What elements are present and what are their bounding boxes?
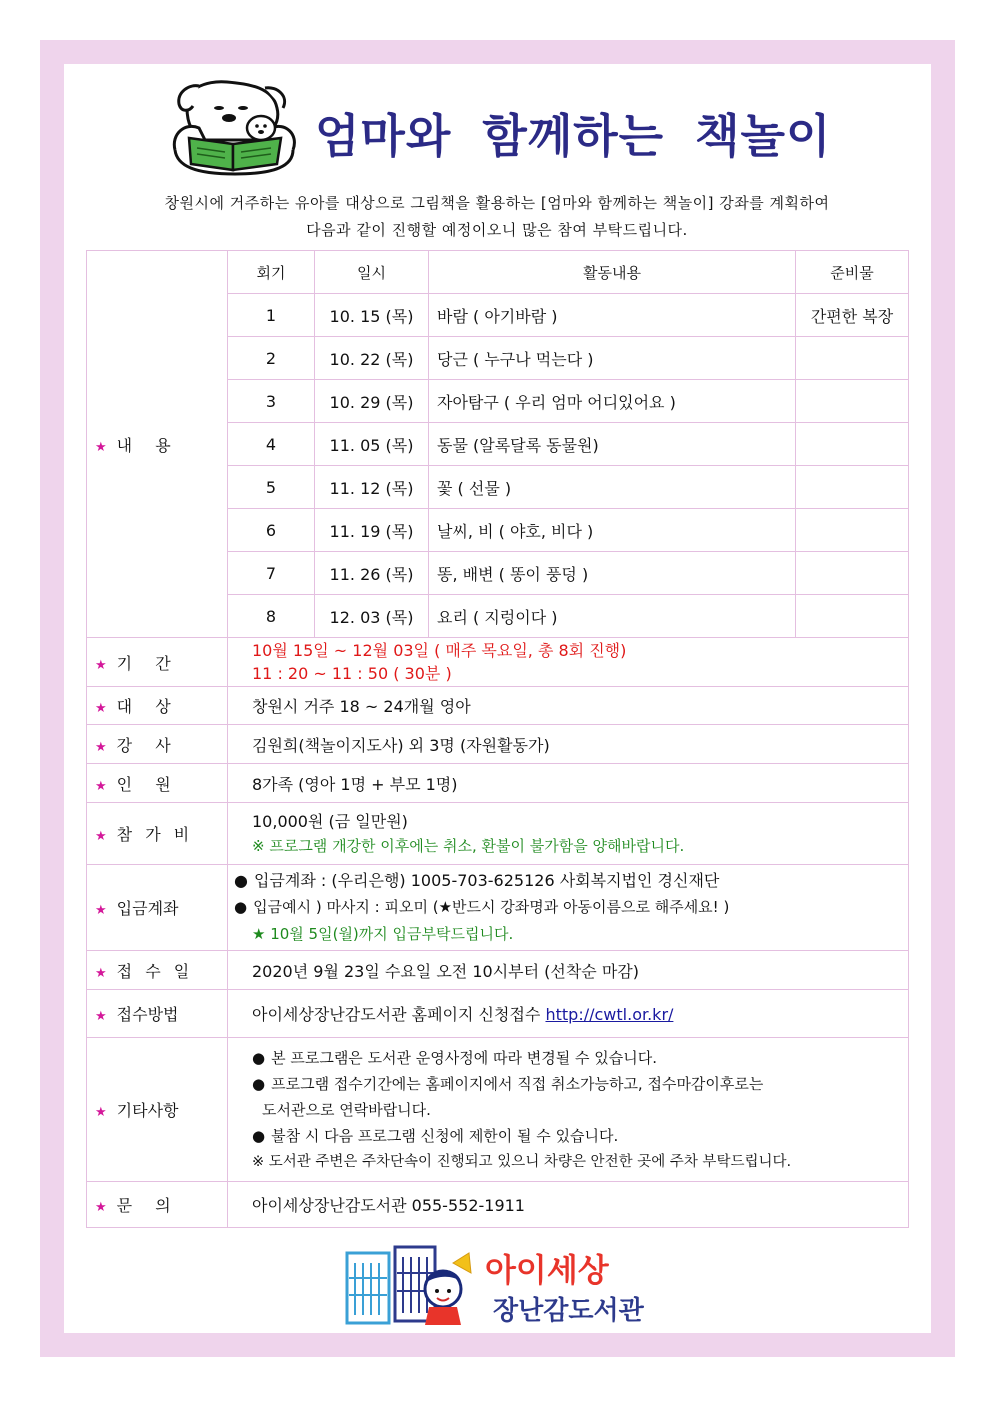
session-date: 11. 05 (목) (315, 423, 429, 466)
session-prep (796, 552, 909, 595)
session-activity: 요리 ( 지렁이다 ) (429, 595, 796, 638)
reception-date-value: 2020년 9월 23일 수요일 오전 10시부터 (선착순 마감) (228, 951, 909, 990)
col-header-session: 회기 (228, 251, 315, 294)
star-icon: ★ (95, 701, 107, 716)
page-title: 엄마와 함께하는 책놀이 (315, 109, 832, 163)
etc-line-3: 도서관으로 연락바랍니다. (262, 1100, 431, 1119)
session-date: 11. 12 (목) (315, 466, 429, 509)
session-no: 6 (228, 509, 315, 552)
star-icon: ★ (95, 965, 107, 981)
session-prep (796, 337, 909, 380)
label-fee: ★ 참 가 비 (87, 803, 228, 865)
period-dates: 10월 15일 ~ 12월 03일 ( 매주 목요일, 총 8회 진행) (252, 641, 627, 660)
logo-line-2: 장난감도서관 (493, 1296, 644, 1326)
session-no: 2 (228, 337, 315, 380)
period-value (228, 638, 909, 687)
star-icon: ★ (95, 1105, 107, 1120)
etc-line-5: ※ 도서관 주변은 주차단속이 진행되고 있으니 차량은 안전한 곳에 주차 부탁드립니다. (252, 1153, 792, 1170)
homepage-link[interactable]: http://cwtl.or.kr/ (545, 1005, 674, 1024)
account-deadline: ★ 10월 5일(월)까지 입금부탁드립니다. (252, 925, 514, 943)
label-etc: ★ 기타사항 (87, 1038, 228, 1182)
session-activity: 자아탐구 ( 우리 엄마 어디있어요 ) (429, 380, 796, 423)
logo-line-1: 아이세상 (485, 1251, 609, 1289)
star-icon: ★ (95, 739, 107, 755)
label-instructor: ★ 강 사 (87, 725, 228, 764)
bullet-icon: ● (252, 1074, 266, 1093)
label-reception-date: ★ 접 수 일 (87, 951, 228, 990)
col-header-activity: 활동내용 (429, 251, 796, 294)
session-date: 11. 26 (목) (315, 552, 429, 595)
col-header-date: 일시 (315, 251, 429, 294)
star-icon: ★ (95, 1009, 107, 1024)
row-capacity (87, 764, 909, 803)
row-fee (87, 803, 909, 865)
star-icon: ★ (95, 829, 107, 844)
fee-note: ※ 프로그램 개강한 이후에는 취소, 환불이 불가함을 양해바랍니다. (252, 836, 685, 855)
row-etc (87, 1038, 909, 1182)
intro-text (86, 190, 908, 244)
period-time: 11 : 20 ~ 11 : 50 ( 30분 ) (252, 664, 452, 683)
header (165, 78, 865, 178)
session-prep (796, 509, 909, 552)
session-date: 10. 22 (목) (315, 337, 429, 380)
session-date: 12. 03 (목) (315, 595, 429, 638)
session-no: 8 (228, 595, 315, 638)
account-example: 입금예시 ) 마사지 : 피오미 (★반드시 강좌명과 아동이름으로 해주세요! ) (253, 898, 730, 916)
session-no: 3 (228, 380, 315, 423)
session-no: 7 (228, 552, 315, 595)
row-target (87, 687, 909, 725)
bullet-icon: ● (234, 871, 248, 890)
bullet-icon: ● (234, 898, 248, 916)
label-period: ★ 기 간 (87, 638, 228, 687)
session-prep (796, 423, 909, 466)
col-header-prep: 준비물 (796, 251, 909, 294)
session-activity: 똥, 배변 ( 똥이 풍덩 ) (429, 552, 796, 595)
session-date: 11. 19 (목) (315, 509, 429, 552)
etc-line-1: 본 프로그램은 도서관 운영사정에 따라 변경될 수 있습니다. (271, 1048, 658, 1067)
reception-method-value (228, 990, 909, 1038)
session-activity: 바람 ( 아기바람 ) (429, 294, 796, 337)
account-number: 입금계좌 : (우리은행) 1005-703-625126 사회복지법인 경신재단 (253, 871, 720, 890)
fee-value (228, 803, 909, 865)
session-no: 5 (228, 466, 315, 509)
session-activity: 날씨, 비 ( 야호, 비다 ) (429, 509, 796, 552)
info-table (86, 250, 909, 1228)
fee-amount: 10,000원 (금 일만원) (252, 811, 408, 831)
label-target: ★ 대 상 (87, 687, 228, 725)
capacity-value: 8가족 (영아 1명 + 부모 1명) (228, 764, 909, 803)
session-prep (796, 466, 909, 509)
etc-value (228, 1038, 909, 1182)
star-icon: ★ (95, 1200, 107, 1215)
session-prep (796, 380, 909, 423)
row-reception-date (87, 951, 909, 990)
label-content: ★ 내 용 (87, 251, 228, 638)
session-activity: 당근 ( 누구나 먹는다 ) (429, 337, 796, 380)
row-account (87, 865, 909, 951)
label-reception-method: ★ 접수방법 (87, 990, 228, 1038)
label-contact: ★ 문 의 (87, 1182, 228, 1228)
star-icon: ★ (95, 439, 107, 455)
account-value (228, 865, 909, 951)
content-header-row (87, 251, 909, 294)
star-icon: ★ (95, 657, 107, 673)
target-value: 창원시 거주 18 ~ 24개월 영아 (228, 687, 909, 725)
dog-reading-book-icon (165, 78, 305, 178)
star-icon: ★ (95, 778, 107, 794)
star-icon: ★ (95, 903, 107, 918)
session-date: 10. 29 (목) (315, 380, 429, 423)
session-no: 1 (228, 294, 315, 337)
session-date: 10. 15 (목) (315, 294, 429, 337)
intro-line-2: 다음과 같이 진행할 예정이오니 많은 참여 부탁드립니다. (306, 221, 688, 239)
session-activity: 꽃 ( 선물 ) (429, 466, 796, 509)
session-prep (796, 595, 909, 638)
label-capacity: ★ 인 원 (87, 764, 228, 803)
etc-line-2: 프로그램 접수기간에는 홈페이지에서 직접 취소가능하고, 접수마감이후로는 (271, 1074, 764, 1093)
bullet-icon: ● (252, 1126, 266, 1145)
row-contact (87, 1182, 909, 1228)
library-logo (343, 1243, 653, 1332)
row-reception-method (87, 990, 909, 1038)
row-period (87, 638, 909, 687)
contact-value: 아이세상장난감도서관 055-552-1911 (228, 1182, 909, 1228)
label-account: ★ 입금계좌 (87, 865, 228, 951)
instructor-value: 김원희(책놀이지도사) 외 3명 (자원활동가) (228, 725, 909, 764)
session-no: 4 (228, 423, 315, 466)
etc-line-4: 불참 시 다음 프로그램 신청에 제한이 될 수 있습니다. (271, 1126, 619, 1145)
session-activity: 동물 (알록달록 동물원) (429, 423, 796, 466)
row-instructor (87, 725, 909, 764)
library-building-icon (343, 1243, 653, 1328)
bullet-icon: ● (252, 1048, 266, 1067)
reception-method-text: 아이세상장난감도서관 홈페이지 신청접수 (252, 1005, 541, 1024)
session-prep: 간편한 복장 (796, 294, 909, 337)
intro-line-1: 창원시에 거주하는 유아를 대상으로 그림책을 활용하는 [엄마와 함께하는 책놀이] 강좌를 계획하여 (164, 194, 830, 212)
